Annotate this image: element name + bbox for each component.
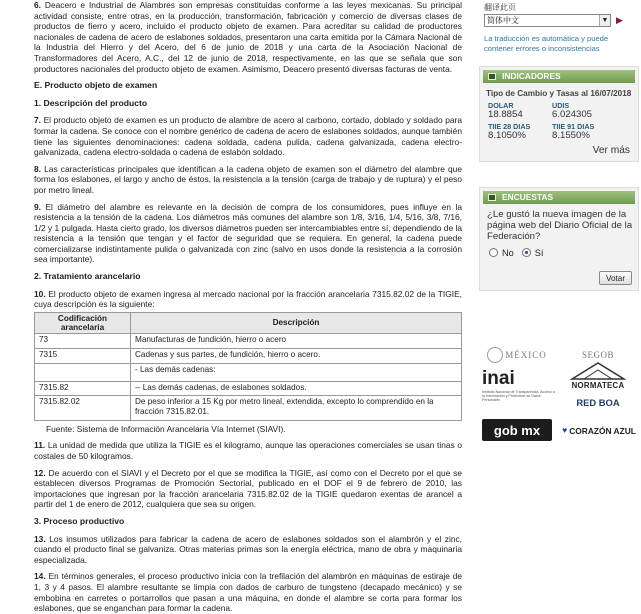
translate-note: La traducción es automática y puede contener errores o inconsistencias [484,34,609,53]
paragraph-number: 9. [34,201,41,212]
paragraph-10 [34,289,462,310]
paragraph-7 [34,115,462,157]
paragraph-number: 10. [34,288,46,299]
table-cell: - Las demás cadenas: [131,363,462,381]
indicator-udis [552,102,632,120]
redboa-logo-text: RED BOA [576,396,620,408]
paragraph-text: El diámetro del alambre es relevante en la decisión de compra de los consumidores, pues influye en la resistencia a la tensión de la cadena. Los diámetros más comunes del alambre son 1/8, 3/16, 1/4, 5/16, 3/8, 7/16, 1/2 y 1 pulgada. Hasta cierto grado, los diversos diámetros pueden ser intercambiables entre sí, dependiendo de la resistencia a la tensión que tengan y el factor de seguridad que se requiera. En general, la cadena puede comercializarse indistintamente pulida o galvanizada con zinc (salvo en usos donde la resistencia a la corrosión sea importante). [34,201,463,265]
radio-no[interactable] [489,248,498,257]
table-row [35,381,462,395]
table-cell [35,363,131,381]
square-bullet-icon [488,194,496,201]
redboa-logo[interactable] [560,393,636,411]
encuestas-title: ENCUESTAS [502,192,554,202]
paragraph-9 [34,202,462,266]
indicadores-grid [488,102,638,141]
table-header: Descripción [131,312,462,333]
table-row [35,333,462,348]
survey-question: ¿Le gustó la nueva imagen de la página web del Diario Oficial de la Federación? [487,209,633,243]
radio-si-label[interactable]: Sí [534,247,544,258]
gobmx-logo-text: gob mx [482,419,552,441]
language-select-value: 简体中文 [487,16,519,25]
paragraph-number: 7. [34,115,41,126]
paragraph-text: De acuerdo con el SIAVI y el Decreto por el que se modifica la TIGIE, así como con el Decreto por el que se establecen diversos Programas de Promoción Sectorial, publicado en el DOF el 9 de febrero de 2010, las importaciones que ingresan por la fracción arancelaria 7315.82.02 de la TIGIE quedaron exentas de arancel a partir del 1 de enero de 2012, cualquiera que sea su origen. [34,467,462,510]
tariff-table [34,312,462,421]
segob-logo-text: SEGOB [581,350,614,360]
paragraph-6 [34,0,462,74]
eagle-emblem-icon [487,347,503,363]
table-row [35,395,462,420]
heading-tratamiento: 2. Tratamiento arancelario [34,271,141,282]
normateca-logo-text: NORMATECA [571,380,625,390]
heading-proceso: 3. Proceso productivo [34,516,125,526]
indicator-label: DOLAR [488,101,514,110]
paragraph-number: 12. [34,467,46,478]
table-row [35,348,462,363]
heading-descripcion: 1. Descripción del producto [34,97,148,108]
translate-page-link[interactable]: 翻译此页 [484,3,516,12]
sidebar [476,0,641,503]
radio-si[interactable] [522,248,531,257]
paragraph-number: 8. [34,163,41,174]
indicator-value: 18.8854 [488,109,523,120]
ver-mas-link[interactable]: Ver más [592,145,630,156]
indicator-value: 8.1050% [488,130,526,141]
square-bullet-icon [488,73,496,80]
paragraph-number: 14. [34,571,46,582]
indicadores-date: Tipo de Cambio y Tasas al 16/07/2018 [486,89,632,98]
paragraph-13 [34,534,462,566]
paragraph-text: El producto objeto de examen ingresa al mercado nacional por la fracción arancelaria 7315.82.02 de la TIGIE, cuya descripción es la siguiente: [34,288,462,310]
indicator-dolar [488,102,552,120]
table-cell: Manufacturas de fundición, hierro o acero [131,333,462,348]
table-cell: 7315.82.02 [35,395,131,420]
paragraph-number: 6. [34,0,41,10]
translate-go-icon[interactable]: ▶ [616,15,623,25]
table-cell: Cadenas y sus partes, de fundición, hierro o acero. [131,348,462,363]
indicator-tiie-28 [488,123,552,141]
language-select[interactable] [484,14,611,27]
normateca-icon [568,361,628,381]
indicadores-title: INDICADORES [502,71,561,81]
paragraph-number: 13. [34,533,46,544]
encuestas-panel [479,187,639,291]
table-row [35,363,462,381]
paragraph-text: En términos generales, el proceso productivo inicia con la trefilación del alambrón en máquinas de estiraje de 1, 3 y 4 pasos. El alambre resultante se limpia con dados de carburo de tungsteno (decapado mecánico) y se embobina en carretes o portarrollos que pasan a una máquina, en donde el alambre se corta para formar los eslabones, que se enganchan para formar la cadena. [34,571,463,614]
chevron-down-icon[interactable]: ▼ [599,15,610,26]
paragraph-text: Las características principales que identifican a la cadena objeto de examen son el diámetro del alambre que forma los eslabones, el largo y ancho de éstos, la resistencia a la tensión (carga de trabajo y de ruptura) y el peso por metro lineal. [34,163,462,195]
survey-options [489,248,638,258]
radio-no-label[interactable]: No [502,247,514,258]
translate-row [484,14,623,27]
mexico-logo-text: MÉXICO [505,350,547,360]
indicator-label: UDIS [552,101,570,110]
paragraph-8 [34,164,462,196]
indicator-value: 8.1550% [552,130,590,141]
gobmx-logo[interactable] [478,417,556,443]
paragraph-text: El producto objeto de examen es un producto de alambre de acero al carbono, cortado, doblado y soldado para formar la cadena. Se conoce con el nombre genérico de cadena de acero de eslabones soldados, aunque también tiene las siguientes denominaciones: cadena soldada, cadena pulida, cadena galvanizada, cadena electro-galvanizada, cadena electro-soldada o cadena de eslabón soldado. [34,115,462,158]
paragraph-text: Deacero e Industrial de Alambres son empresas constituidas conforme a las leyes mexicanas. Su principal actividad consiste, entre otras, en la producción, transformación, fabricación y comercio de diversas clases de productos de fierro y acero, incluido el producto objeto de examen. Para acreditar su calidad de productores nacionales de cadena de acero de eslabones soldados, presentaron una carta emitida por la Cámara Nacional de la Industria del Hierro y del Acero, del 6 de junio de 2018 y una carta de la Asociación Nacional de Transformadores del Acero, A.C., del 12 de junio de 2018, respectivamente, en las que se señala que son productores nacionales del producto objeto de examen. Asimismo, Deacero presentó diversas facturas de venta. [34,0,462,74]
corazon-azul-logo-text: CORAZÓN AZUL [569,426,636,436]
votar-button[interactable]: Votar [599,271,632,285]
table-cell: 7315 [35,348,131,363]
table-header: Codificación arancelaria [35,312,131,333]
table-cell: De peso inferior a 15 Kg por metro lineal, extendida, excepto lo comprendido en la fracción 7315.82.01. [131,395,462,420]
heart-icon: ♥ [562,424,568,435]
table-cell: -- Las demás cadenas, de eslabones soldados. [131,381,462,395]
indicadores-title-bar [483,70,635,83]
paragraph-11 [34,440,462,461]
encuestas-title-bar [483,191,635,204]
indicator-value: 6.024305 [552,109,593,120]
paragraph-12 [34,468,462,510]
indicadores-panel [479,66,639,162]
inai-logo[interactable] [478,365,556,405]
corazon-azul-logo[interactable] [558,418,640,444]
indicator-tiie-91 [552,123,632,141]
heading-e: E. Producto objeto de examen [34,80,158,91]
indicator-label: TIIE 28 DIAS [488,122,531,131]
paragraph-number: 11. [34,440,46,451]
paragraph-text: Los insumos utilizados para fabricar la cadena de acero de eslabones soldados son el alambrón y el zinc, cuando el producto final se galvaniza. Otras materias primas son la energía eléctrica, mano de obra y maquinaria especializada. [34,533,463,565]
table-cell: 7315.82 [35,381,131,395]
paragraph-text: La unidad de medida que utiliza la TIGIE es el kilogramo, aunque las operaciones comerciales se usan tinas o costales de 50 kilogramos. [34,440,463,462]
inai-logo-text: inai [482,368,515,389]
table-source: Fuente: Sistema de Información Arancelaria Vía Internet (SIAVI). [46,423,286,434]
paragraph-14 [34,571,462,613]
normateca-logo[interactable] [560,358,636,392]
table-cell: 73 [35,333,131,348]
indicator-label: TIIE 91 DIAS [552,122,595,131]
inai-logo-subtitle: Instituto Nacional de Transparencia, Acceso a la Información y Protección de Datos Personales [482,390,555,402]
